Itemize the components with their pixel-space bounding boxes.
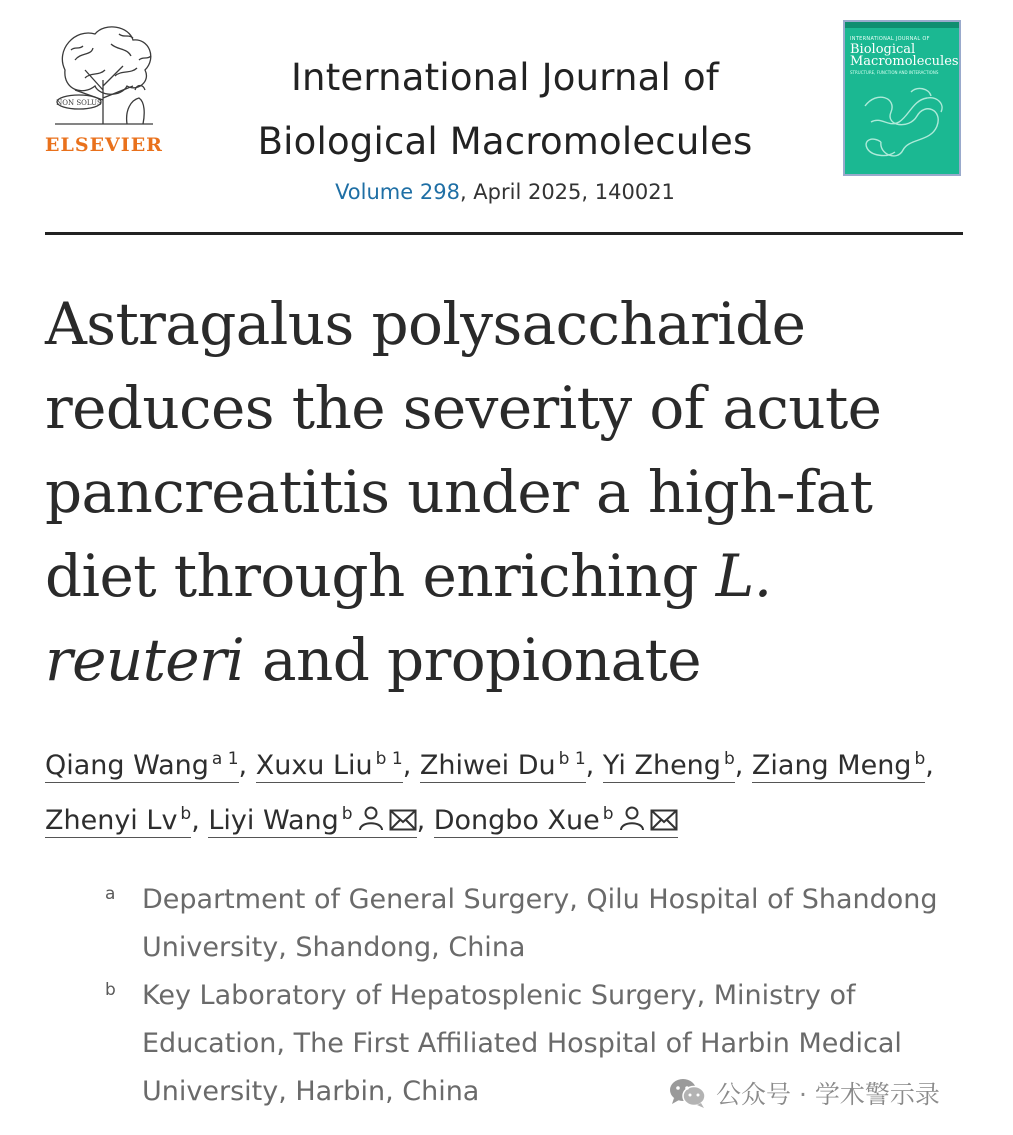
- title-line4-italic: L.: [715, 542, 772, 610]
- author-name: Liyi Wang: [208, 805, 339, 836]
- cover-subtitle: STRUCTURE, FUNCTION AND INTERACTIONS: [850, 70, 939, 75]
- journal-title-line2: Biological Macromolecules: [257, 120, 753, 163]
- author-link[interactable]: [208, 805, 416, 838]
- title-line3: pancreatitis under a high-fat: [45, 458, 873, 526]
- author-link[interactable]: [256, 750, 403, 783]
- journal-cover-image[interactable]: [843, 20, 961, 176]
- author-name: Zhiwei Du: [419, 750, 556, 781]
- wechat-watermark: [668, 1073, 940, 1113]
- author-affil-sup: b: [341, 804, 353, 824]
- affiliation-label: b: [105, 980, 116, 1000]
- watermark-text: 公众号 · 学术警示录: [716, 1080, 940, 1109]
- title-line1: Astragalus polysaccharide: [45, 290, 806, 358]
- cover-top-band: [845, 22, 959, 28]
- cover-title-line1: Biological: [850, 42, 916, 57]
- author-name: Dongbo Xue: [433, 805, 600, 836]
- author-link[interactable]: [434, 805, 678, 838]
- elsevier-tree-icon: [45, 20, 163, 132]
- envelope-icon: [389, 809, 417, 831]
- svg-text:NON SOLUS: NON SOLUS: [56, 99, 102, 107]
- person-icon: [358, 805, 384, 831]
- journal-title[interactable]: [205, 46, 805, 174]
- author-affil-sup: b 1: [375, 749, 403, 769]
- title-line4: diet through enriching: [45, 542, 716, 610]
- author-affil-sup: b: [914, 749, 926, 769]
- cover-title: [850, 44, 959, 68]
- title-line5: and propionate: [244, 626, 701, 694]
- article-title: [45, 282, 965, 702]
- author-name: Zhenyi Lv: [45, 805, 178, 836]
- journal-title-line1: International Journal of: [290, 56, 720, 99]
- author-affil-sup: b: [723, 749, 735, 769]
- affiliation-text-line: Education, The First Affiliated Hospital of Harbin Medical: [142, 1028, 902, 1059]
- author-link[interactable]: [420, 750, 586, 783]
- author-name: Qiang Wang: [45, 750, 209, 781]
- affiliation-text-line: Key Laboratory of Hepatosplenic Surgery, Ministry of: [142, 980, 856, 1011]
- author-name: Ziang Meng: [751, 750, 912, 781]
- protein-structure-icon: [851, 76, 955, 168]
- elsevier-wordmark: ELSEVIER: [45, 134, 163, 156]
- author-name: Xuxu Liu: [255, 750, 373, 781]
- volume-link[interactable]: Volume 298: [335, 180, 460, 204]
- title-line2: reduces the severity of acute: [45, 374, 882, 442]
- affiliation-text-line: Department of General Surgery, Qilu Hospital of Shandong: [142, 884, 938, 915]
- volume-line: [205, 180, 805, 204]
- author-affil-sup: b 1: [558, 749, 586, 769]
- journal-header: [45, 14, 963, 234]
- cover-title-line2: Macromolecules: [850, 54, 959, 69]
- issue-info: , April 2025, 140021: [459, 180, 675, 204]
- elsevier-logo[interactable]: [45, 20, 163, 170]
- affiliation-item: [105, 876, 945, 972]
- author-link[interactable]: [752, 750, 925, 783]
- author-affil-sup: a 1: [211, 749, 239, 769]
- affiliation-text-line: University, Shandong, China: [142, 932, 526, 963]
- author-link[interactable]: [45, 805, 191, 838]
- title-line5-italic: reuteri: [45, 626, 245, 694]
- affiliation-label: a: [105, 884, 116, 904]
- author-name: Yi Zheng: [602, 750, 721, 781]
- wechat-icon: [668, 1077, 708, 1109]
- cover-header-small: INTERNATIONAL JOURNAL OF: [850, 36, 930, 42]
- author-link[interactable]: [45, 750, 239, 783]
- affiliation-text-line: University, Harbin, China: [142, 1076, 480, 1107]
- envelope-icon: [650, 809, 678, 831]
- author-affil-sup: b: [602, 804, 614, 824]
- header-divider: [45, 232, 963, 235]
- author-link[interactable]: [603, 750, 735, 783]
- journal-info: [205, 46, 805, 204]
- author-affil-sup: b: [180, 804, 192, 824]
- author-list: Qiang Wang $^{a 1}$, Xuxu Liu $^{b 1}$, Zhiwei Du $^{b 1}$, Yi Zheng $^b$, Ziang Meng $^b$, Zhenyi Lv $^b$, Liyi Wang $^b$ , Dongbo Xue $^b$: [45, 749, 934, 836]
- person-icon: [619, 805, 645, 831]
